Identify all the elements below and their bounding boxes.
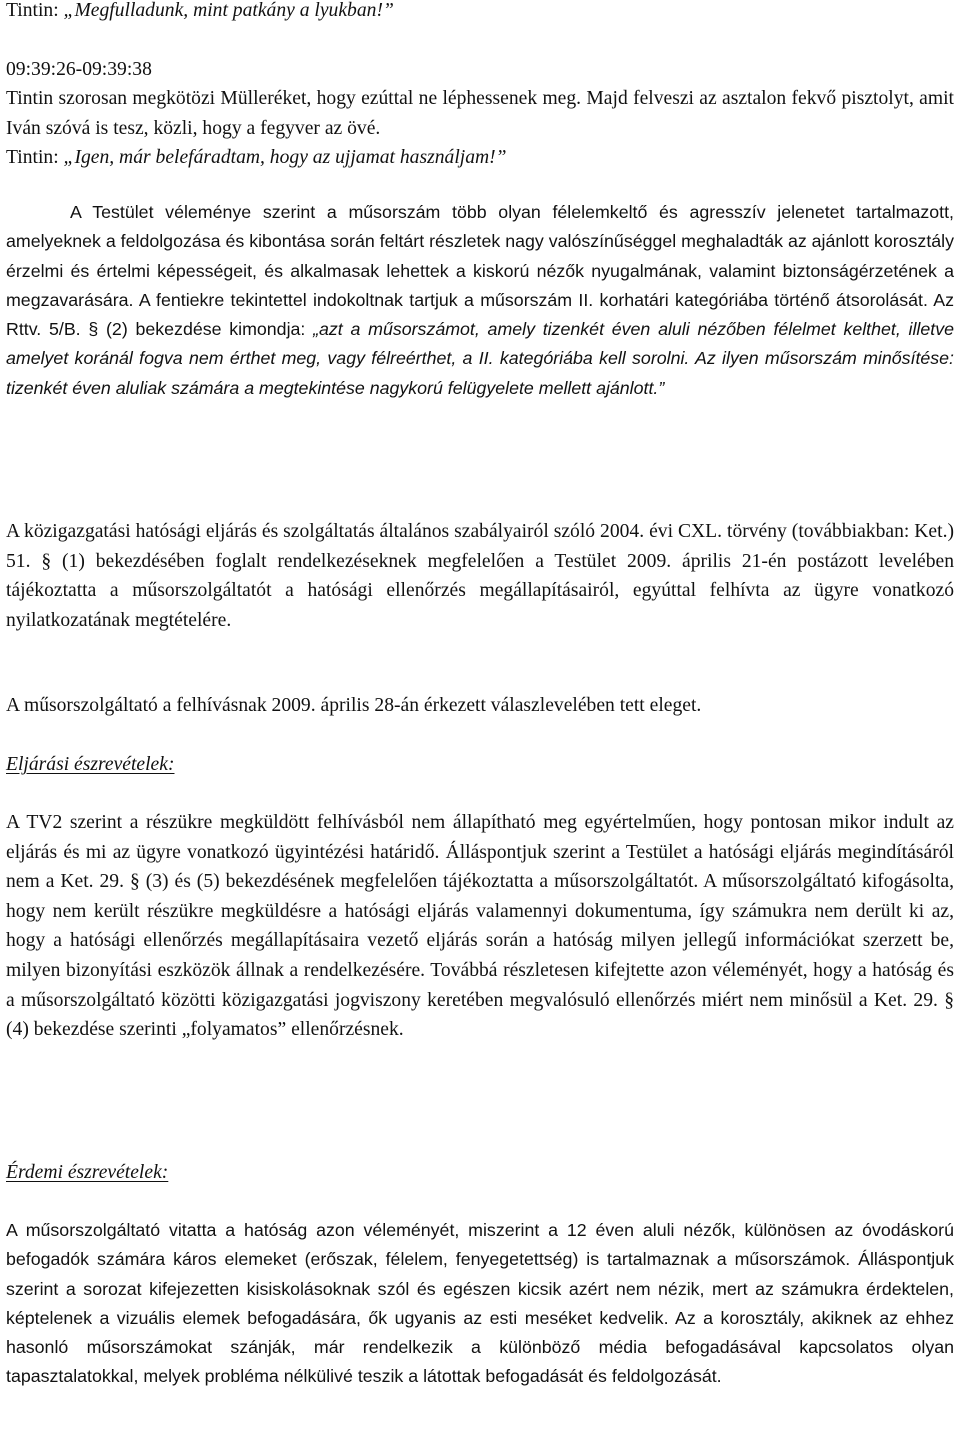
reply-paragraph: A műsorszolgáltató a felhívásnak 2009. április 28-án érkezett válaszlevelében tett eleget.: [6, 695, 702, 716]
section-heading-procedural: Eljárási észrevételek:: [6, 754, 175, 775]
merits-paragraph: A műsorszolgáltató vitatta a hatóság azon véleményét, miszerint a 12 éven aluli nézők, különösen az óvodáskorú befogadók számára káros elemeket (erőszak, félelem, fenyegetettség) is tartalmaznak a műsorszámok. Álláspontjuk szerint a sorozat kifejezetten kisiskolásoknak szól és egészen kicsik azért nem nézik, mert az számukra érdektelen, képtelenek a vizuális elemek befogadására, ők ugyanis az esti meséket kedvelik. Az a korosztály, akiknek az ehhez hasonló műsorszámokat szánják, már rendelkezik a különböző média befogadásával kapcsolatos olyan tapasztalatokkal, melyek probléma nélkülivé teszik a látottak befogadását és feldolgozását.: [6, 1220, 954, 1387]
dialogue-quote: „Igen, már belefáradtam, hogy az ujjamat használjam!”: [63, 147, 507, 169]
speaker-label: Tintin:: [6, 0, 64, 21]
dialogue-line: [6, 143, 954, 173]
board-opinion-paragraph: [6, 198, 954, 403]
transcript-block: [6, 0, 954, 173]
notice-paragraph: A közigazgatási hatósági eljárás és szolgáltatás általános szabályairól szóló 2004. évi CXL. törvény (továbbiakban: Ket.) 51. § (1) bekezdésében foglalt rendelkezéseknek megfelelően a Testület 2009. április 21-én postázott levelében tájékoztatta a műsorszolgáltatót a hatósági ellenőrzés megállapításairól, egyúttal felhívta az ügyre vonatkozó nyilatkozatának megtételére.: [6, 521, 954, 631]
scene-narration: Tintin szorosan megkötözi Mülleréket, hogy ezúttal ne léphessenek meg. Majd felveszi az asztalon fekvő pisztolyt, amit Iván szóvá is tesz, közli, hogy a fegyver az övé.: [6, 88, 954, 139]
board-opinion-text: A Testület véleménye szerint a műsorszám több olyan félelemkeltő és agresszív jelenetet tartalmazott, amelyeknek a feldolgozása és kibontása során feltárt részletek nagy valószínűséggel meghaladták az ajánlott korosztály érzelmi és értelmi képességeit, és alkalmasak lehettek a kiskorú nézők nyugalmának, valamint biztonságérzetének a megzavarására. A fentiekre tekintettel indokoltnak tartjuk a műsorszám II. korhatári kategóriába történő átsorolását. Az Rttv. 5/B. § (2) bekezdése kimondja:: [6, 202, 954, 340]
procedural-paragraph: A TV2 szerint a részükre megküldött felhívásból nem állapítható meg egyértelműen, hogy pontosan mikor indult az eljárás és mi az ügyre vonatkozó ügyintézési határidő. Álláspontjuk szerint a Testület a hatósági eljárás megindításáról nem a Ket. 29. § (3) és (5) bekezdésének megfelelően tájékoztatta a műsorszolgáltatót. A műsorszolgáltató kifogásolta, hogy nem került részükre megküldésre a hatósági eljárás valamennyi dokumentuma, így számukra nem derült ki az, hogy a hatósági ellenőrzés megállapításaira vezető eljárás során a hatóság milyen jellegű információkat szerzett be, milyen bizonyítási eszközök állnak a rendelkezésére. Továbbá részletesen kifejtette azon véleményét, hogy a hatóság és a műsorszolgáltató közötti közigazgatási jogviszony keretében megvalósuló ellenőrzés miért nem minősül a Ket. 29. § (4) bekezdése szerinti „folyamatos” ellenőrzésnek.: [6, 812, 954, 1041]
section-heading-merits: Érdemi észrevételek:: [6, 1162, 169, 1183]
timecode: 09:39:26-09:39:38: [6, 58, 152, 80]
speaker-label: Tintin:: [6, 147, 64, 169]
legal-quote: „azt a műsorszámot, amely tizenkét éven aluli nézőben félelmet kelthet, illetve amelyet koránál fogva nem érthet meg, vagy félreérthet, a II. kategóriába kell sorolni. Az ilyen műsorszám minősítése: tizenkét éven aluliak számára a megtekintése nagykorú felügyelete mellett ajánlott.”: [6, 319, 954, 398]
dialogue-quote: „Megfulladunk, mint patkány a lyukban!”: [63, 0, 394, 21]
dialogue-line: [6, 0, 954, 26]
